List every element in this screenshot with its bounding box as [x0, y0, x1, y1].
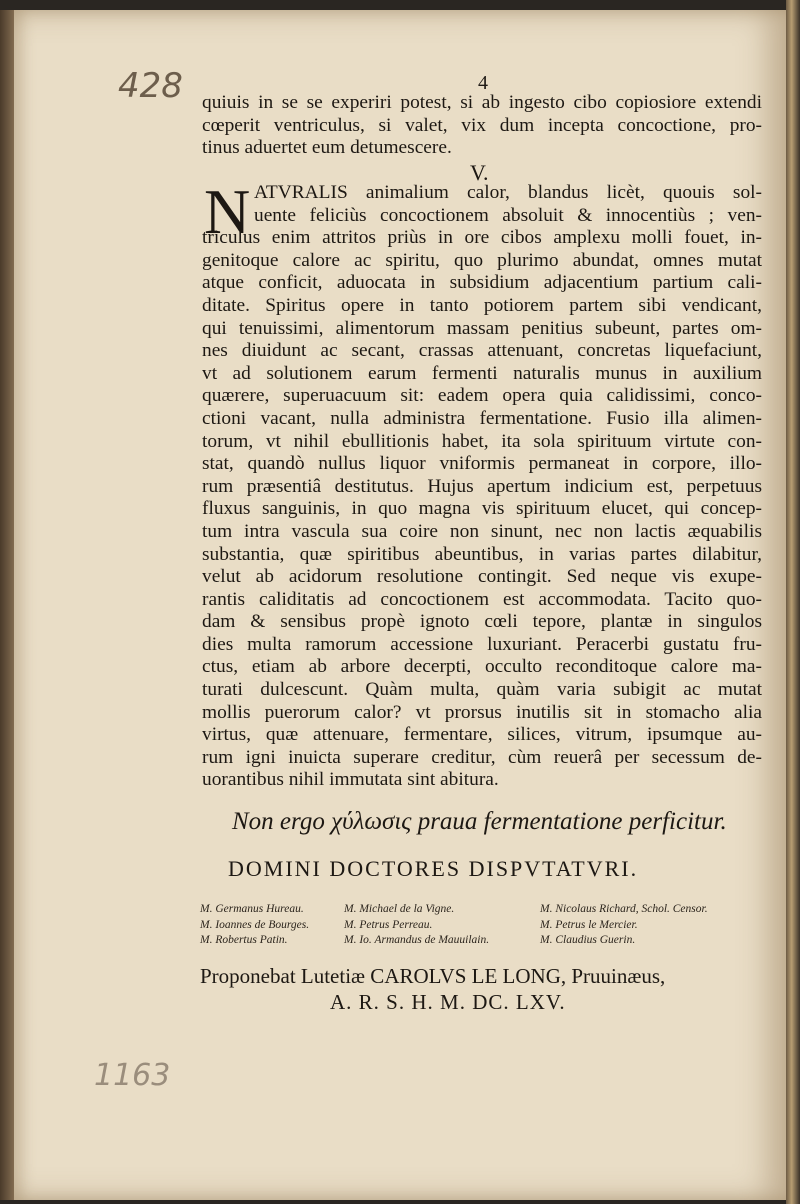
text-line: turati dulcescunt. Quàm multa, quàm varia subigit ac mutat — [202, 679, 762, 701]
text-line: cœperit ventriculus, si valet, vix dum incepta concoctione, pro- — [202, 114, 762, 136]
doctor-name: M. Germanus Hureau. — [200, 903, 304, 915]
text-line: substantia, quæ spiritibus abeuntibus, in varias partes dilabitur, — [202, 543, 762, 565]
page-number: 4 — [478, 72, 488, 94]
conclusion-statement: Non ergo χύλωσις praua fermentatione perficitur. — [232, 808, 727, 835]
drop-cap: N — [204, 176, 251, 247]
doctor-name: M. Ioannes de Bourges. — [200, 918, 310, 931]
doctor-name: M. Io. Armandus de Mauuilain. — [344, 934, 490, 946]
text-line: ATVRALIS animalium calor, blandus licèt, quouis sol- — [254, 182, 762, 203]
doctors-heading: DOMINI DOCTORES DISPVTATVRI. — [228, 856, 639, 881]
doctor-name: M. Nicolaus Richard, Schol. Censor. — [540, 903, 708, 915]
doctors-column-3 — [540, 902, 708, 949]
doctor-name: M. Robertus Patin. — [200, 934, 288, 946]
text-line: uente feliciùs concoctionem absoluit & innocentiùs ; ven- — [254, 204, 762, 226]
text-line: dam & sensibus propè ignoto cœli tepore, plantæ in singulos — [202, 611, 762, 633]
text-line: torum, vt nihil ebullitionis habet, ita sola spirituum virtute con- — [202, 430, 762, 452]
text-line: velut ab acidorum resolutione contingit. Sed neque vis exupe- — [202, 566, 762, 588]
text-line: ditate. Spiritus opere in tanto potiorem partem sibi vendicant, — [202, 294, 762, 316]
text-line: rantis caliditatis ad concoctionem est accommodata. Tacito quo- — [202, 588, 762, 610]
text-line: quiuis in se se experiri potest, si ab ingesto cibo copiosiore extendi — [202, 92, 762, 113]
text-line: virtus, quæ attenuare, fermentare, silices, vitrum, ipsumque au- — [202, 724, 762, 746]
text-line: vt ad solutionem earum fermenti naturalis munus in auxilium — [202, 362, 762, 384]
text-line: fluxus sanguinis, in quo magna vis spirituum elucet, qui concep- — [202, 498, 762, 520]
text-line: rum igni inuicta superare creditur, cùm reuerâ per secessum de- — [202, 746, 762, 768]
date-line: A. R. S. H. M. DC. LXV. — [330, 990, 566, 1014]
text-line: quærere, superuacuum sit: eadem opera quia calidissimi, conco- — [202, 385, 762, 407]
text-line: dies multa ramorum accessione luxuriant. Peracerbi gustatu fru- — [202, 633, 762, 655]
doctors-column-1 — [200, 902, 309, 949]
text-line: tinus aduertet eum detumescere. — [202, 137, 452, 159]
text-line: ctus, etiam ab arbore decerpti, occulto reconditoque calore ma- — [202, 656, 762, 678]
text-line: ctioni vacant, nulla administra fermentatione. Fusio illa alimen- — [202, 407, 762, 429]
text-line: mollis puerorum calor? vt prorsus inutilis sit in stomacho alia — [202, 701, 762, 723]
text-line: tum intra vascula sua coire non sinunt, nec non lactis æquabilis — [202, 520, 762, 542]
paragraph-1 — [202, 92, 762, 160]
doctor-name: M. Michael de la Vigne. — [344, 903, 455, 915]
text-line: triculus enim attritos priùs in ore cibos amplexu molli fouet, in- — [202, 227, 762, 249]
proponebat-line: Proponebat Lutetiæ CAROLVS LE LONG, Pruuinæus, — [200, 964, 666, 988]
text-line: stat, quandò nullus liquor vniformis permaneat in corpore, illo- — [202, 453, 762, 475]
margin-note-top: 428 — [118, 66, 183, 106]
doctor-name: M. Petrus le Mercier. — [540, 918, 638, 931]
margin-note-bottom: 1163 — [94, 1058, 171, 1093]
page-edge — [786, 0, 800, 1204]
text-line: atque conficit, aduocata in subsidium adjacentium partium cali- — [202, 272, 762, 294]
text-line: uorantibus nihil immutata sint abitura. — [202, 769, 499, 791]
doctors-column-2 — [344, 902, 489, 949]
doctor-name: M. Petrus Perreau. — [344, 918, 433, 931]
doctor-name: M. Claudius Guerin. — [540, 934, 636, 946]
text-line: qui tenuissimi, alimentorum massam penitius subeunt, partes om- — [202, 317, 762, 339]
section-mark: V. — [470, 160, 489, 185]
paragraph-2 — [202, 176, 762, 792]
text-line: rum præsentiâ destitutus. Hujus apertum indicium est, perpetuus — [202, 475, 762, 497]
text-line: genitoque calore ac spiritu, quo plurimo abundat, omnes mutat — [202, 249, 762, 271]
text-line: nes diuidunt ac secant, crassas attenuant, concretas liquefaciunt, — [202, 340, 762, 362]
